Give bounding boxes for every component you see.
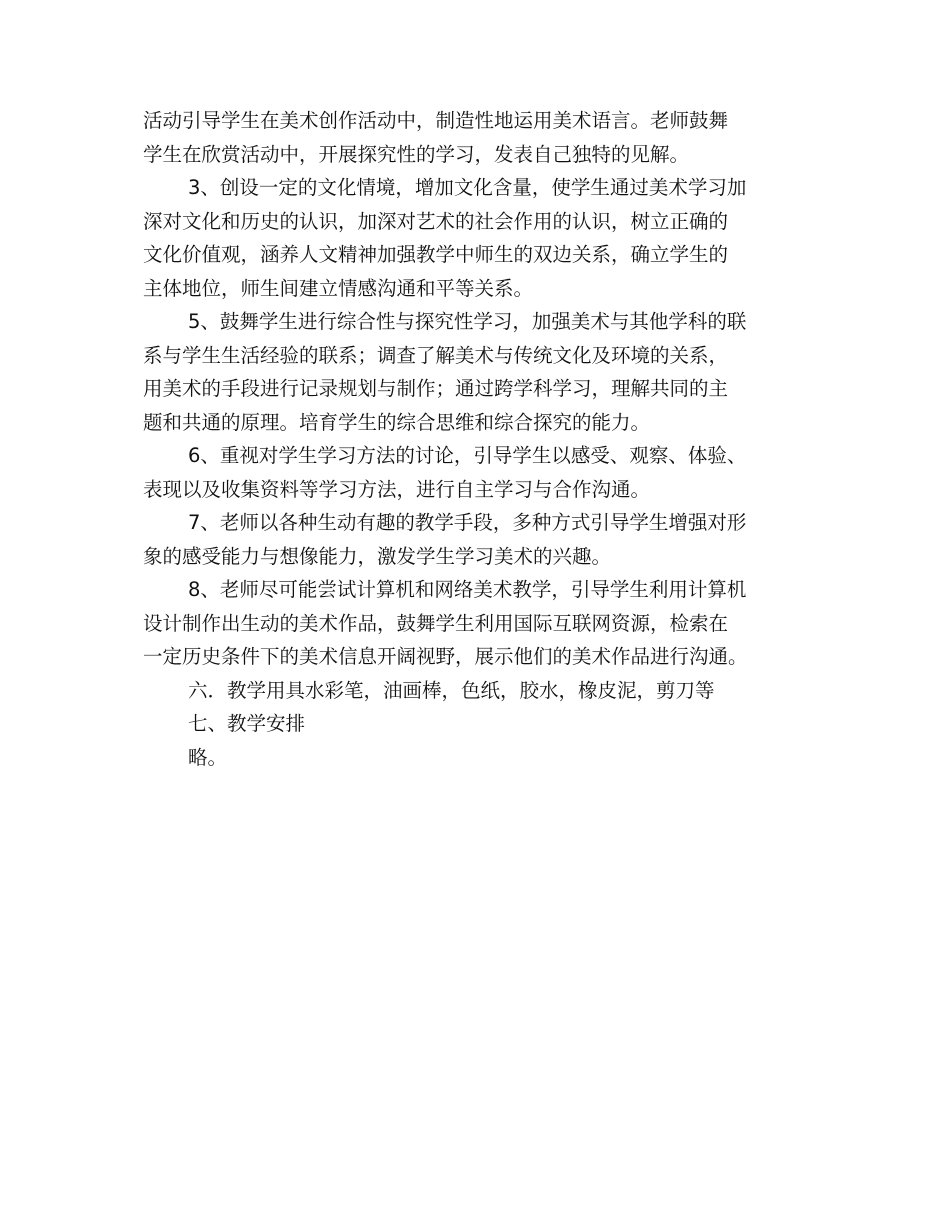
paragraph-line: 系与学生生活经验的联系；调查了解美术与传统文化及环境的关系，	[143, 343, 729, 367]
paragraph-line: 用美术的手段进行记录规划与制作；通过跨学科学习，理解共同的主	[143, 377, 729, 400]
paragraph-line: 主体地位，师生间建立情感沟通和平等关系。	[143, 276, 534, 300]
paragraph-line: 5、鼓舞学生进行综合性与探究性学习，加强美术与其他学科的联	[188, 310, 747, 333]
paragraph-line: 文化价值观，涵养人文精神加强教学中师生的双边关系，确立学生的	[143, 243, 729, 266]
paragraph-line: 深对文化和历史的认识，加深对艺术的社会作用的认识，树立正确的	[143, 209, 729, 233]
paragraph-line: 8、老师尽可能尝试计算机和网络美术教学，引导学生利用计算机	[188, 578, 747, 601]
paragraph-line: 象的感受能力与想像能力，激发学生学习美术的兴趣。	[143, 544, 612, 568]
paragraph-line: 设计制作出生动的美术作品，鼓舞学生利用国际互联网资源，检索在	[143, 611, 729, 635]
paragraph-line: 一定历史条件下的美术信息开阔视野，展示他们的美术作品进行沟通。	[143, 645, 748, 668]
paragraph-line: 学生在欣赏活动中，开展探究性的学习，发表自己独特的见解。	[143, 142, 690, 166]
paragraph-line: 6、重视对学生学习方法的讨论，引导学生以感受、观察、体验、	[188, 444, 747, 467]
section-heading-teaching-schedule: 七、教学安排	[188, 712, 306, 735]
paragraph-line: 7、老师以各种生动有趣的教学手段，多种方式引导学生增强对形	[188, 511, 747, 534]
paragraph-line: 题和共通的原理。培育学生的综合思维和综合探究的能力。	[143, 410, 651, 434]
schedule-content: 略。	[188, 745, 228, 769]
paragraph-line: 3、创设一定的文化情境，增加文化含量，使学生通过美术学习加	[188, 176, 747, 199]
paragraph-line: 表现以及收集资料等学习方法，进行自主学习与合作沟通。	[143, 477, 651, 501]
paragraph-line: 活动引导学生在美术创作活动中，制造性地运用美术语言。老师鼓舞	[143, 109, 729, 132]
section-heading-teaching-tools: 六．教学用具水彩笔，油画棒，色纸，胶水，橡皮泥，剪刀等	[188, 678, 715, 702]
document-body	[143, 104, 815, 774]
